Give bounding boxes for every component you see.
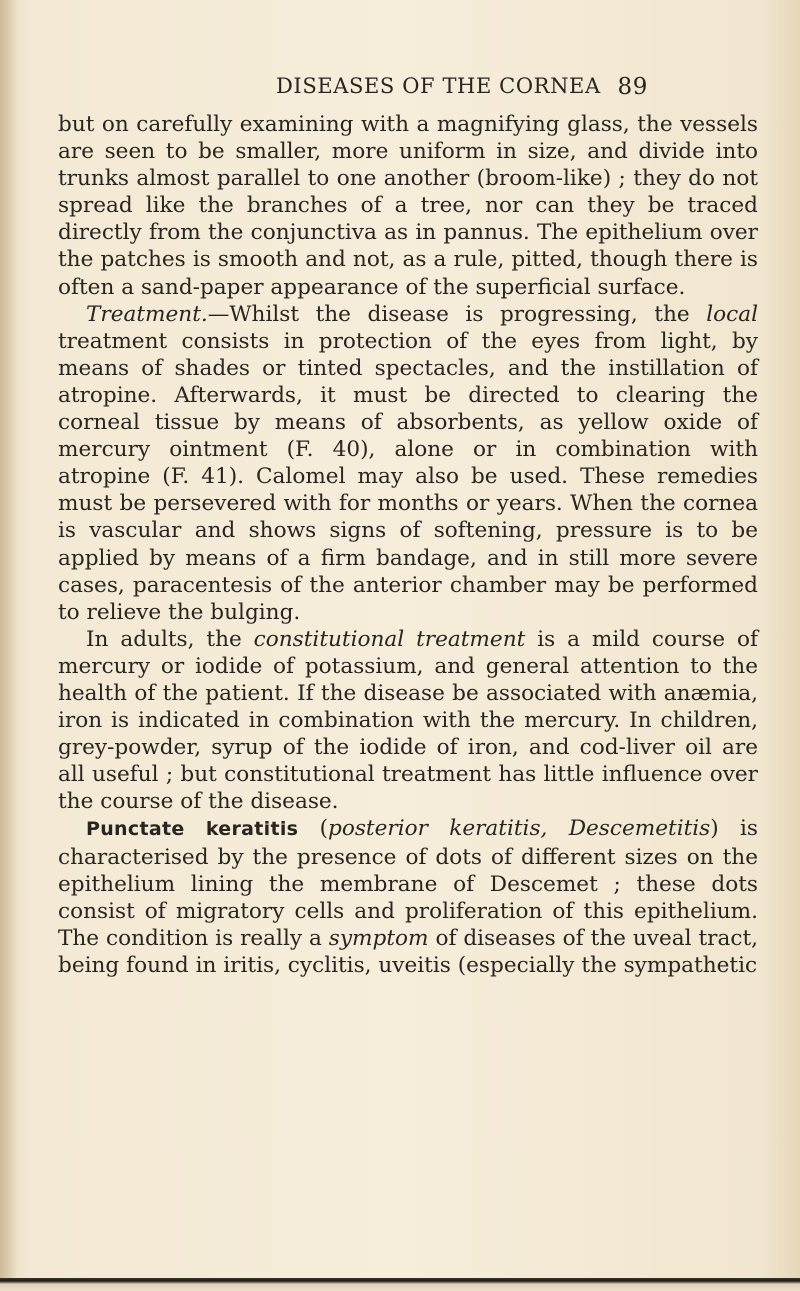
page-number: 89 <box>617 74 648 100</box>
paragraph-punctate-keratitis: Punctate keratitis (posterior keratitis, Descemetitis) is characterised by the presence of dots of different sizes on the epithelium lining the membrane of Descemet ; these dots consist of migratory cells and proliferation of this epithelium. The condition is really a symptom of diseases of the uveal tract, being found in iritis, cyclitis, uveitis (especially the sympathetic <box>58 816 758 978</box>
treatment-heading: Treatment. <box>86 301 208 327</box>
section-term-punctate-keratitis: Punctate keratitis <box>86 818 299 841</box>
paragraph-treatment: Treatment.—Whilst the disease is progressing, the local treatment consists in protection of the eyes from light, by means of shades or tinted spectacles, and the instillation of atropine. Afterwards, it must be directed to clearing the corneal tissue by means of absorbents, as yellow oxide of mercury ointment (F. 40), alone or in combination with atropine (F. 41). Calomel may also be used. These remedies must be persevered with for months or years. When the cornea is vascular and shows signs of softening, pressure is to be applied by means of a firm bandage, and in still more severe cases, paracentesis of the anterior chamber may be performed to relieve the bulging. <box>58 301 758 625</box>
page-bottom-edge <box>0 1278 800 1291</box>
running-head-title: DISEASES OF THE CORNEA <box>276 74 601 98</box>
running-head <box>276 74 648 106</box>
paragraph-vessels: but on carefully examining with a magnifying glass, the vessels are seen to be smaller, more uniform in size, and divide into trunks almost parallel to one another (broom-like) ; they do not spread like the branches of a tree, nor can they be traced directly from the conjunctiva as in pannus. The epithelium over the patches is smooth and not, as a rule, pitted, though there is often a sand-paper appearance of the superficial surface. <box>58 112 758 300</box>
paragraph-constitutional: In adults, the constitutional treatment is a mild course of mercury or iodide of potassium, and general attention to the health of the patient. If the disease be associated with anæmia, iron is indicated in combination with the mercury. In children, grey-powder, syrup of the iodide of iron, and cod-liver oil are all useful ; but constitutional treatment has little influence over the course of the disease. <box>58 626 758 815</box>
page-left-edge-shadow <box>0 0 18 1291</box>
body-text <box>58 111 758 979</box>
